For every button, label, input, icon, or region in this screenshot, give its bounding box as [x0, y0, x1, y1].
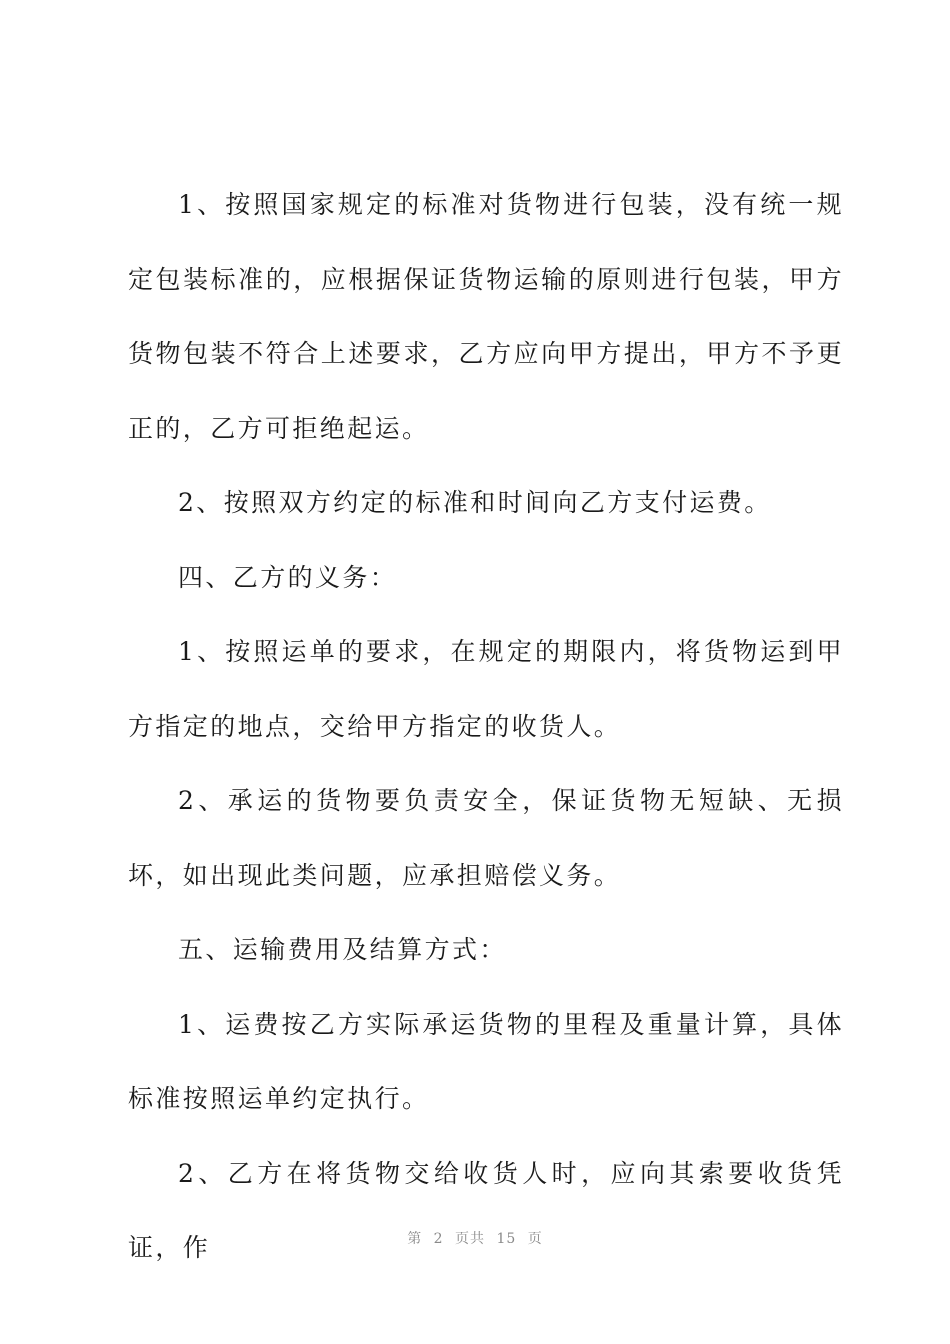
paragraph-packaging: 1、按照国家规定的标准对货物进行包装，没有统一规定包装标准的，应根据保证货物运输的原则进行包装，甲方货物包装不符合上述要求，乙方应向甲方提出，甲方不予更正的，乙方可拒绝起运。: [128, 190, 844, 443]
page-number-footer: 第 2 页共 15 页: [407, 1231, 543, 1247]
section-heading-fees-settlement: 五、运输费用及结算方式：: [178, 935, 507, 964]
section-heading-party-b-obligations: 四、乙方的义务：: [178, 562, 398, 592]
paragraph-receipt-voucher: 2、乙方在将货物交给收货人时，应向其索要收货凭证，作: [128, 1158, 844, 1262]
document-body: [128, 168, 844, 1286]
paragraph-freight-payment: 2、按照双方约定的标准和时间向乙方支付运费。: [178, 488, 772, 517]
paragraph-delivery: 1、按照运单的要求，在规定的期限内，将货物运到甲方指定的地点，交给甲方指定的收货人。: [128, 637, 844, 741]
paragraph-cargo-safety: 2、承运的货物要负责安全，保证货物无短缺、无损坏，如出现此类问题，应承担赔偿义务。: [128, 786, 844, 890]
paragraph-freight-calculation: 1、运费按乙方实际承运货物的里程及重量计算，具体标准按照运单约定执行。: [128, 1009, 844, 1113]
